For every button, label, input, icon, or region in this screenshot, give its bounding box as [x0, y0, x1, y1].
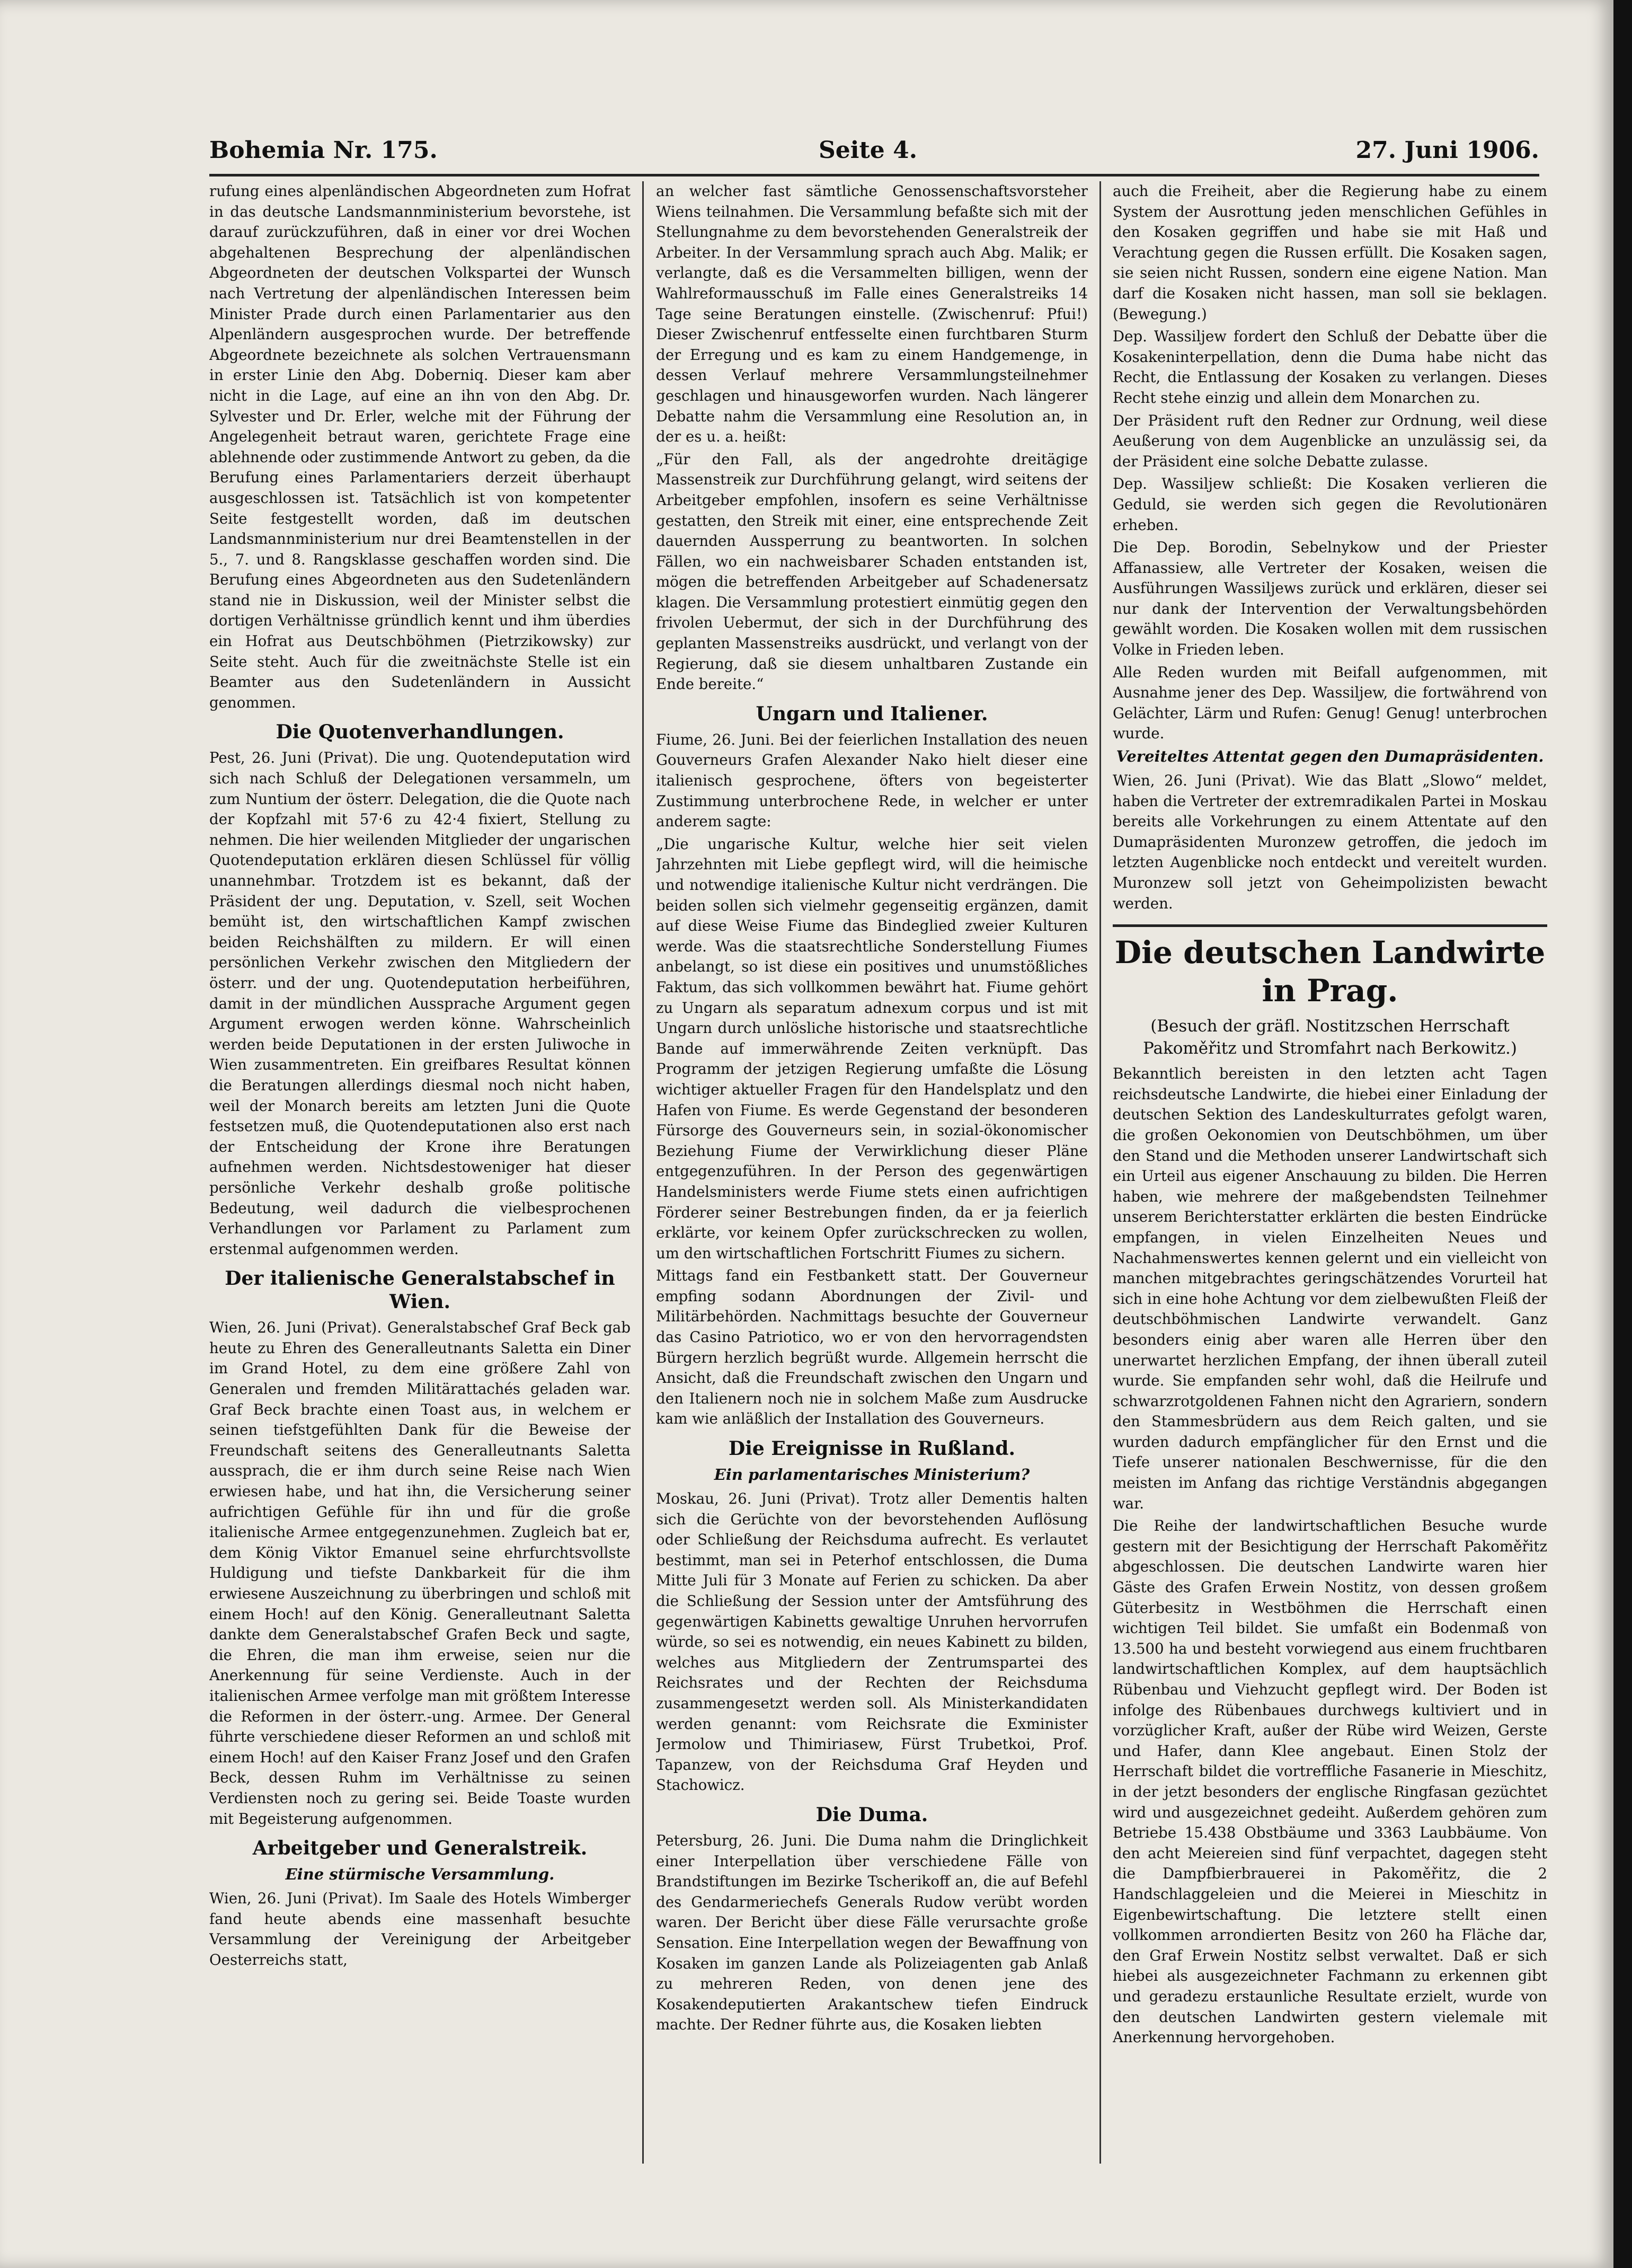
- header-publication: Bohemia Nr. 175.: [209, 137, 438, 164]
- paragraph: Moskau, 26. Juni (Privat). Trotz aller Dementis halten sich die Gerüchte von der bevorstehenden Auflösung oder Schließung der Reichsduma aufrecht. Es verlautet bestimmt, man sei in Peterhof entschlossen, die Duma Mitte Juli für 3 Monate auf Ferien zu schicken. Da aber die Schließung der Session unter der Amtsführung des gegenwärtigen Kabinetts gewaltige Unruhen hervorrufen würde, so sei es notwendig, ein neues Kabinett zu bilden, welches aus Mitgliedern der Zentrumspartei des Reichsrates und der Rechten der Reichsduma zusammengesetzt werden soll. Als Ministerkandidaten werden genannt: vom Reichsrate die Exminister Jermolow und Thimiriasew, Fürst Trubetkoi, Prof. Tapanzew, von der Reichsduma Graf Heyden und Stachowicz.: [656, 1490, 1088, 1794]
- scan-edge: [1613, 0, 1632, 2268]
- paragraph: Pest, 26. Juni (Privat). Die ung. Quotendeputation wird sich nach Schluß der Delegationen versammeln, um zum Nuntium der österr. Delegation, die die Quote nach der Kopfzahl mit 57·6 zu 42·4 fixiert, Stellung zu nehmen. Die hier weilenden Mitglieder der ungarischen Quotendeputation erklären diesen Schlüssel für völlig unannehmbar. Trotzdem ist es bekannt, daß der Präsident der ung. Deputation, v. Szell, seit Wochen bemüht ist, den wirtschaftlichen Kampf zwischen beiden Reichshälften zu mildern. Er will einen persönlichen Verkehr zwischen den Mitgliedern der österr. und der ung. Quotendeputation herbeiführen, damit in der mündlichen Aussprache Argument gegen Argument erwogen werden könne. Wahrscheinlich werden beide Deputationen in der ersten Juliwoche in Wien zusammentreten. Ein greifbares Resultat können die Beratungen allerdings diesmal noch nicht haben, weil der Monarch bereits am letzten Juni die Quote festsetzen muß, die Quotendeputationen also erst nach der Entscheidung der Krone ihre Beratungen aufnehmen werden. Nichtsdestoweniger hat dieser persönliche Verkehr deshalb große politische Bedeutung, weil dadurch die vielbesprochenen Verhandlungen vor Parlament zu Parlament zum erstenmal aufgenommen werden.: [209, 749, 631, 1258]
- paragraph: „Für den Fall, als der angedrohte dreitägige Massenstreik zur Durchführung gelangt, wird seitens der Arbeitgeber empfohlen, insofern es seine Verhältnisse gestatten, den Streik mit einer, eine entsprechende Zeit dauernden Aussperrung zu beantworten. In solchen Fällen, wo ein nachweisbarer Schaden entstanden ist, mögen die betreffenden Arbeitgeber auf Schadenersatz klagen. Die Versammlung protestiert einmütig gegen den frivolen Uebermut, der sich in der Durchführung des geplanten Massenstreiks ausdrückt, und verlangt von der Regierung, daß sie diesem unhaltbaren Zustande ein Ende bereite.“: [656, 450, 1088, 693]
- paragraph: Bekanntlich bereisten in den letzten acht Tagen reichsdeutsche Landwirte, die hiebei einer Einladung der deutschen Sektion des Landeskulturrates gefolgt waren, die großen Oekonomien von Deutschböhmen, um über den Stand und die Methoden unserer Landwirtschaft sich ein Urteil aus eigener Anschauung zu bilden. Die Herren haben, wie mehrere der maßgebendsten Teilnehmer unserem Berichterstatter erklärten die besten Eindrücke empfangen, in vielen Einzelheiten Neues und Nachahmenswertes kennen gelernt und ein vielleicht von manchen mitgebrachtes geringschätzendes Vorurteil hat sich in eine hohe Achtung vor dem zielbewußten Fleiß der deutschböhmischen Landwirte verwandelt. Ganz besonders einig aber waren alle Herren über den unerwartet herzlichen Empfang, der ihnen überall zuteil wurde. Sie empfanden sehr wohl, daß die Heilrufe und schwarzrotgoldenen Fahnen nicht den Agrariern, sondern den Stammesbrüdern aus dem Reich galten, und sie wurden dadurch empfänglicher für den Ernst und die Tiefe unserer nationalen Beschwernisse, für die den meisten im Anfang das richtige Verständnis abgegangen war.: [1113, 1065, 1547, 1512]
- header-date: 27. Juni 1906.: [1355, 137, 1539, 164]
- paragraph: Fiume, 26. Juni. Bei der feierlichen Installation des neuen Gouverneurs Grafen Alexander Nako hielt dieser eine italienisch gesprochene, öfters von begeisterter Zustimmung unterbrochene Rede, in welcher er unter anderem sagte:: [656, 730, 1088, 831]
- paragraph: Dep. Wassiljew schließt: Die Kosaken verlieren die Geduld, sie werden sich gegen die Revolutionären erheben.: [1113, 475, 1547, 534]
- paragraph: Alle Reden wurden mit Beifall aufgenommen, mit Ausnahme jener des Dep. Wassiljew, die fortwährend von Gelächter, Lärm und Rufen: Genug! Genug! unterbrochen wurde.: [1113, 663, 1547, 743]
- article-heading: Die Duma.: [815, 1803, 928, 1826]
- paragraph: an welcher fast sämtliche Genossenschaftsvorsteher Wiens teilnahmen. Die Versammlung befaßte sich mit der Stellungnahme zu dem bevorstehenden Generalstreik der Arbeiter. In der Versammlung sprach auch Abg. Malik; er verlangte, daß es die Versammelten billigen, wenn der Wahlreformausschuß im Falle eines Generalstreiks 14 Tage seine Beratungen einstelle. (Zwischenruf: Pfui!) Dieser Zwischenruf entfesselte einen furchtbaren Sturm der Erregung und es kam zu einem Handgemenge, in dessen Verlauf mehrere Versammlungsteilnehmer geschlagen und hinausgeworfen wurden. Nach längerer Debatte nahm die Versammlung eine Resolution an, in der es u. a. heißt:: [656, 182, 1088, 446]
- column-divider: [642, 181, 644, 2164]
- article-heading: Vereiteltes Attentat gegen den Dumapräsidenten.: [1116, 747, 1544, 766]
- paragraph: Wien, 26. Juni (Privat). Generalstabschef Graf Beck gab heute zu Ehren des Generalleutnants Saletta ein Diner im Grand Hotel, zu dem eine größere Zahl von Generalen und fremden Militärattachés geladen war. Graf Beck brachte einen Toast aus, in welchem er seinen tiefstgefühlten Dank für die Beweise der Freundschaft seitens des Generalleutnants Saletta aussprach, die er ihm durch seine Reise nach Wien erwiesen habe, und hat ihn, die Versicherung seiner aufrichtigen Gefühle für ihn und für die große italienische Armee entgegenzunehmen. Zugleich bat er, dem König Viktor Emanuel seine ehrfurchtsvollste Huldigung und tiefste Dankbarkeit für die ihm erwiesene Auszeichnung zu überbringen und schloß mit einem Hoch! auf den König. Generalleutnant Saletta dankte dem Generalstabschef Grafen Beck und sagte, die Ehren, die man ihm erweise, seien nur die Anerkennung für seine Verdienste. Auch in der italienischen Armee verfolge man mit größtem Interesse die Reformen in der österr.-ung. Armee. Der General führte verschiedene dieser Reformen an und schloß mit einem Hoch! auf den Kaiser Franz Josef und den Grafen Beck, dessen Ruhm im Verhältnisse zu seinen Verdiensten noch zu gering sei. Beide Toaste wurden mit Begeisterung aufgenommen.: [209, 1319, 631, 1828]
- column-divider: [1099, 181, 1101, 2164]
- article-subheading: Eine stürmische Versammlung.: [285, 1865, 555, 1884]
- paragraph: Die Dep. Borodin, Sebelnykow und der Priester Affanassiew, alle Vertreter der Kosaken, weisen die Ausführungen Wassiljews zurück und erklären, dieser sei nur dank der Intervention der Verwaltungsbehörden gewählt worden. Die Kosaken wollen mit dem russischen Volke in Frieden leben.: [1113, 539, 1547, 659]
- article-subheading: Ein parlamentarisches Ministerium?: [714, 1466, 1030, 1484]
- paragraph: Mittags fand ein Festbankett statt. Der Gouverneur empfing sodann Abordnungen der Zivil- und Militärbehörden. Nachmittags besuchte der Gouverneur das Casino Patriotico, wo er von den hervorragendsten Bürgern herzlich begrüßt wurde. Allgemein herrscht die Ansicht, daß die Freundschaft zwischen den Ungarn und den Italienern noch nie in solchem Maße zum Ausdrucke kam wie anläßlich der Installation des Gouverneurs.: [656, 1267, 1088, 1428]
- feature-subtitle: (Besuch der gräfl. Nostitzschen Herrschaft Pakoměřitz und Stromfahrt nach Berkowitz.): [1143, 1017, 1517, 1058]
- paragraph: Dep. Wassiljew fordert den Schluß der Debatte über die Kosakeninterpellation, denn die Duma habe nicht das Recht, die Entlassung der Kosaken zu verlangen. Dieses Recht stehe einzig und allein dem Monarchen zu.: [1113, 328, 1547, 407]
- page-header: [209, 137, 1539, 177]
- article-heading: Der italienische Generalstabschef in Wien.: [225, 1267, 615, 1313]
- paragraph: Wien, 26. Juni (Privat). Wie das Blatt „Slowo“ meldet, haben die Vertreter der extremradikalen Partei in Moskau bereits alle Vorkehrungen zu einem Attentate auf den Dumapräsidenten Muronzew getroffen, die jedoch im letzten Augenblicke noch entdeckt und vereitelt wurden. Muronzew soll jetzt von Geheimpolizisten bewacht werden.: [1113, 772, 1547, 912]
- article-heading: Ungarn und Italiener.: [756, 702, 988, 725]
- article-heading: Die Quotenverhandlungen.: [276, 721, 564, 744]
- paragraph: auch die Freiheit, aber die Regierung habe zu einem System der Ausrottung jeden menschlichen Gefühles in den Kosaken gegriffen und habe sie mit Haß und Verachtung gegen die Russen erfüllt. Die Kosaken sagen, sie seien nicht Russen, sondern eine eigene Nation. Man darf die Kosaken nicht hassen, man soll sie beklagen. (Bewegung.): [1113, 182, 1547, 323]
- paragraph: Wien, 26. Juni (Privat). Im Saale des Hotels Wimberger fand heute abends eine massenhaft besuchte Versammlung der Vereinigung der Arbeitgeber Oesterreichs statt,: [209, 1890, 631, 1969]
- column-1: [209, 181, 631, 2164]
- paragraph: „Die ungarische Kultur, welche hier seit vielen Jahrzehnten mit Liebe gepflegt wird, will die heimische und notwendige italienische Kultur nicht verdrängen. Die beiden sollen sich vielmehr gegenseitig ergänzen, damit auf diese Weise Fiume das Bindeglied zweier Kulturen werde. Was die staatsrechtliche Sonderstellung Fiumes anbelangt, so ist diese ein positives und unumstößliches Faktum, das sich vollkommen bewährt hat. Fiume gehört zu Ungarn als separatum adnexum corpus und ist mit Ungarn durch unlösliche historische und staatsrechtliche Bande auf immerwährende Zeiten verknüpft. Das Programm der jetzigen Regierung umfaßte die Lösung wichtiger aktueller Fragen für den Handelsplatz und den Hafen von Fiume. Es werde Gegenstand der besonderen Fürsorge des Gouverneurs sein, in sozial-ökonomischer Beziehung Fiume der Verwirklichung dieser Pläne entgegenzuführen. In der Person des gegenwärtigen Handelsministers werde Fiume stets einen aufrichtigen Förderer seiner Bestrebungen finden, da er ja feierlich erklärte, vor keinem Opfer zurückschrecken zu wollen, um den wirtschaftlichen Fortschritt Fiumes zu sichern.: [656, 835, 1088, 1262]
- column-3: [1113, 181, 1547, 2164]
- article-heading: Die Ereignisse in Rußland.: [728, 1437, 1016, 1460]
- paragraph: Der Präsident ruft den Redner zur Ordnung, weil diese Aeußerung von dem Augenblicke an unzulässig sei, da der Präsident eine solche Debatte zulasse.: [1113, 411, 1547, 470]
- paragraph: rufung eines alpenländischen Abgeordneten zum Hofrat in das deutsche Landsmannministerium bevorstehe, ist darauf zurückzuführen, daß in einer vor drei Wochen abgehaltenen Besprechung der alpenländischen Abgeordneten der deutschen Volkspartei der Wunsch nach Vertretung der alpenländischen Interessen beim Minister Prade durch einen Parlamentarier aus den Alpenländern ausgesprochen wurde. Der betreffende Abgeordnete bezeichnete als solchen Vertrauensmann in erster Linie den Abg. Doberniq. Dieser kam aber nicht in die Lage, auf eine an ihn von den Abg. Dr. Sylvester und Dr. Erler, welche mit der Führung der Angelegenheit betraut waren, gerichtete Frage eine ablehnende oder zustimmende Antwort zu geben, da die Berufung eines Parlamentariers derzeit überhaupt ausgeschlossen ist. Tatsächlich ist von kompetenter Seite festgestellt worden, daß im deutschen Landsmannministerium nur drei Beamtenstellen in der 5., 7. und 8. Rangsklasse geschaffen worden sind. Die Berufung eines Abgeordneten aus den Sudetenländern stand nie in Diskussion, weil der Minister selbst die dortigen Verhältnisse gründlich kennt und ihm überdies ein Hofrat aus Deutschböhmen (Pietrzikowsky) zur Seite steht. Auch für die zweitnächste Stelle ist ein Beamter aus den Sudetenländern in Aussicht genommen.: [209, 182, 631, 711]
- paragraph: Die Reihe der landwirtschaftlichen Besuche wurde gestern mit der Besichtigung der Herrschaft Pakoměřitz abgeschlossen. Die deutschen Landwirte waren hier Gäste des Grafen Erwein Nostitz, von dessen großem Güterbesitz in Westböhmen die Herrschaft einen wichtigen Teil bildet. Sie umfaßt ein Bodenmaß von 13.500 ha und besteht vorwiegend aus einem fruchtbaren landwirtschaftlichen Komplex, auf dem hauptsächlich Rübenbau und Viehzucht gepflegt wird. Der Boden ist infolge des Rübenbaues durchwegs kultiviert und in vorzüglicher Kraft, außer der Rübe wird Weizen, Gerste und Hafer, dann Klee angebaut. Einen Stolz der Herrschaft bildet die vortreffliche Fasanerie in Mieschitz, in der jetzt besonders der englische Ringfasan gezüchtet wird und ausgezeichnet gedeiht. Außerdem gehören zum Betriebe 15.438 Obstbäume und 3363 Laubbäume. Von den acht Meiereien sind fünf verpachtet, dagegen steht die Dampfbierbrauerei in Pakoměřitz, die 2 Handschlaggeleien und die Meierei in Mieschitz in Eigenbewirtschaftung. Die letztere stellt einen vollkommen arrondierten Besitz von 260 ha Fläche dar, den Graf Erwein Nostitz selbst verwaltet. Daß er sich hiebei als ausgezeichneter Fachmann zu erkennen gibt und geradezu erstaunliche Resultate erzielt, wurde von den deutschen Landwirten gestern vielemale mit Anerkennung hervorgehoben.: [1113, 1517, 1547, 2046]
- header-page-number: Seite 4.: [819, 137, 918, 164]
- article-heading: Arbeitgeber und Generalstreik.: [252, 1837, 588, 1860]
- paragraph: Petersburg, 26. Juni. Die Duma nahm die Dringlichkeit einer Interpellation über verschiedene Fälle von Brandstiftungen im Bezirke Tscherikoff an, die auf Befehl des Gendarmeriechefs Generals Rudow verübt worden waren. Der Bericht über diese Fälle verursachte große Sensation. Eine Interpellation wegen der Bewaffnung von Kosaken im ganzen Lande als Polizeiagenten gab Anlaß zu mehreren Reden, von denen jene des Kosakendeputierten Arakantschew tiefen Eindruck machte. Der Redner führte aus, die Kosaken liebten: [656, 1831, 1088, 2034]
- column-2: [656, 181, 1088, 2164]
- feature-headline: Die deutschen Landwirte in Prag.: [1113, 924, 1547, 1010]
